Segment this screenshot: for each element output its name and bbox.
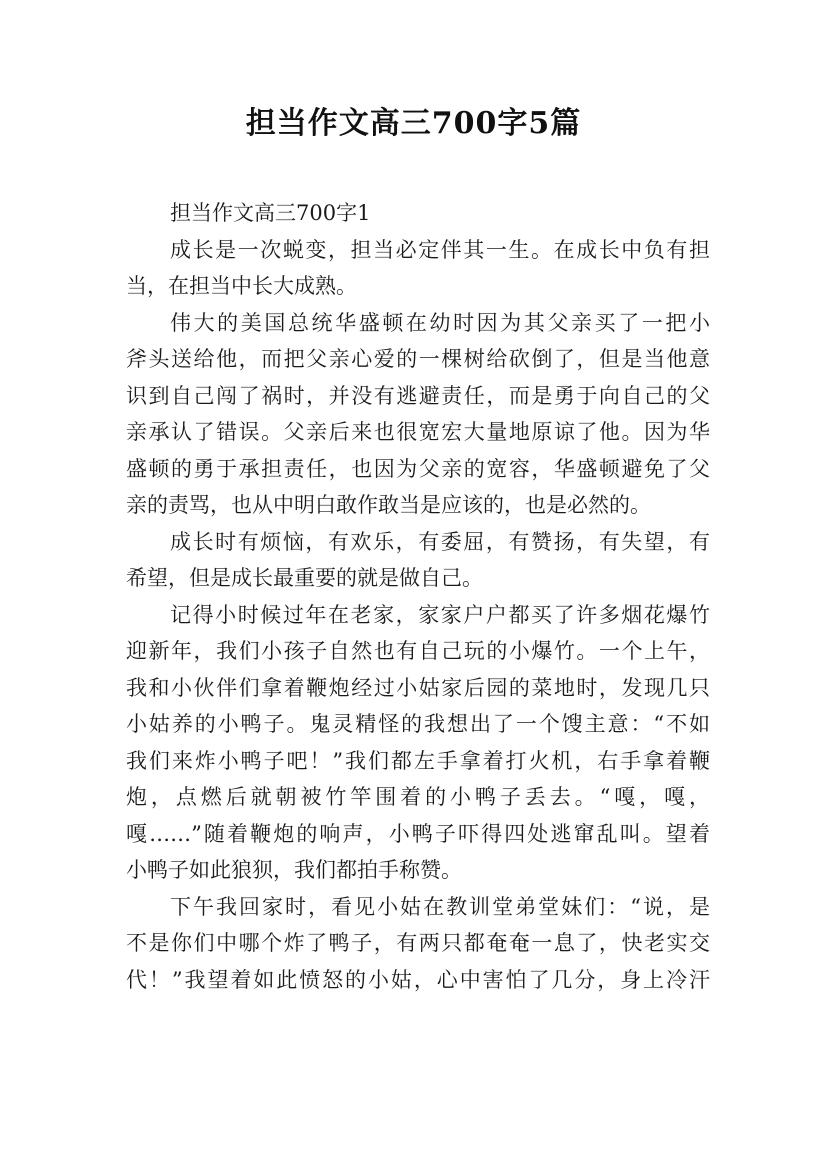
paragraph-line: 亲承认了错误。父亲后来也很宽宏大量地原谅了他。因为华 [126, 420, 710, 444]
paragraph-line: 小姑养的小鸭子。鬼灵精怪的我想出了一个馊主意：“不如 [126, 712, 710, 736]
paragraph-line: 我和小伙伴们拿着鞭炮经过小姑家后园的菜地时，发现几只 [126, 675, 710, 700]
paragraph-line: 斧头送给他，而把父亲心爱的一棵树给砍倒了，但是当他意 [126, 347, 710, 371]
paragraph-line: 我们来炸小鸭子吧！”我们都左手拿着打火机，右手拿着鞭 [126, 748, 710, 773]
paragraph-line: 迎新年，我们小孩子自然也有自己玩的小爆竹。一个上午， [126, 639, 710, 663]
paragraph-line: 识到自己闯了祸时，并没有逃避责任，而是勇于向自己的父 [126, 383, 710, 408]
document-body [126, 195, 710, 998]
document-title: 担当作文高三700字5篇 [245, 106, 582, 141]
paragraph-line: 成长时有烦恼，有欢乐，有委屈，有赞扬，有失望，有 [170, 529, 710, 554]
paragraph-line: 伟大的美国总统华盛顿在幼时因为其父亲买了一把小 [170, 310, 710, 335]
paragraph-line: 盛顿的勇于承担责任，也因为父亲的宽容，华盛顿避免了父 [126, 456, 710, 481]
paragraph-line: 代！”我望着如此愤怒的小姑，心中害怕了几分，身上冷汗 [126, 967, 710, 992]
paragraph-line: 亲的责骂，也从中明白敢作敢当是应该的，也是必然的。 [126, 493, 651, 517]
paragraph-line: 希望，但是成长最重要的就是做自己。 [126, 566, 483, 590]
subheading-essay-1: 担当作文高三700字1 [170, 201, 371, 225]
paragraph-line: 小鸭子如此狼狈，我们都拍手称赞。 [126, 858, 462, 882]
paragraph-line: 不是你们中哪个炸了鸭子，有两只都奄奄一息了，快老实交 [126, 931, 710, 955]
paragraph-line: 嘎……”随着鞭炮的响声，小鸭子吓得四处逃窜乱叫。望着 [126, 821, 710, 846]
paragraph-line: 当，在担当中长大成熟。 [126, 274, 357, 298]
paragraph-line: 下午我回家时，看见小姑在教训堂弟堂妹们：“说，是 [170, 894, 710, 919]
paragraph-line: 炮，点燃后就朝被竹竿围着的小鸭子丢去。“嘎，嘎， [126, 785, 710, 809]
paragraph-line: 成长是一次蜕变，担当必定伴其一生。在成长中负有担 [170, 237, 710, 262]
paragraph-line: 记得小时候过年在老家，家家户户都买了许多烟花爆竹 [170, 602, 710, 627]
